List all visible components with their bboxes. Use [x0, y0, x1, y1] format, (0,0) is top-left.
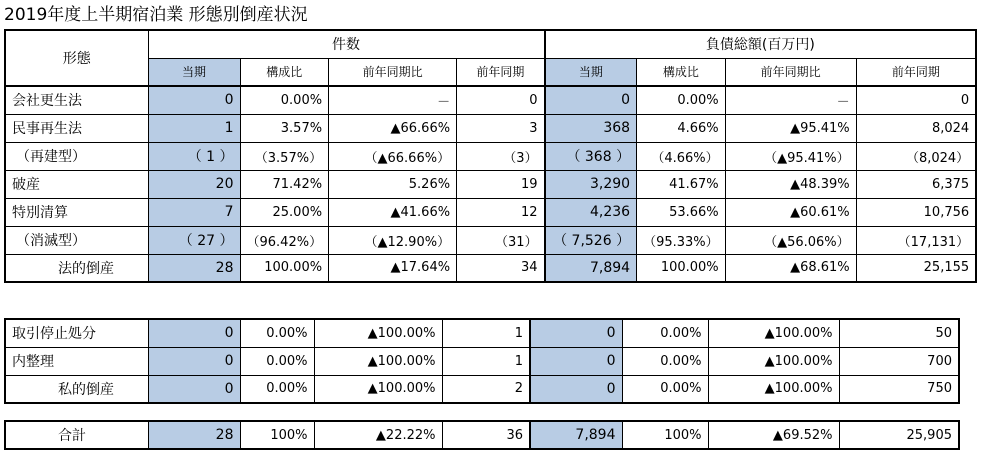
- table-cell: 0: [530, 319, 622, 347]
- table-cell: ▲60.61%: [725, 198, 856, 226]
- table-cell: 0.00%: [240, 347, 314, 375]
- table-cell: 0.00%: [622, 347, 708, 375]
- table-cell: （ 7,526 ）: [545, 226, 637, 254]
- row-label: （消滅型）: [5, 226, 148, 254]
- table-row: [5, 347, 959, 375]
- table-cell: （95.33%）: [637, 226, 726, 254]
- table-row: [5, 319, 959, 347]
- table-cell: （17,131）: [856, 226, 976, 254]
- table-cell: （ 27 ）: [148, 226, 240, 254]
- table-cell: （▲66.66%）: [329, 142, 457, 170]
- table-cell: （4.66%）: [637, 142, 726, 170]
- table-cell: 3: [457, 114, 545, 142]
- table-cell: ▲22.22%: [314, 421, 442, 449]
- private-bankruptcy-table: [4, 318, 960, 404]
- table-row: [5, 170, 976, 198]
- liabilities-group-header: 負債総額(百万円): [545, 30, 977, 58]
- table-cell: 0.00%: [240, 86, 329, 114]
- table-cell: 0.00%: [622, 319, 708, 347]
- table-cell: 34: [457, 254, 545, 282]
- table-cell: ▲100.00%: [314, 347, 442, 375]
- row-label: 民事再生法: [5, 114, 148, 142]
- table-cell: 7: [148, 198, 240, 226]
- row-label: 内整理: [5, 347, 148, 375]
- table-cell: 19: [457, 170, 545, 198]
- table-cell: （31）: [457, 226, 545, 254]
- table-cell: 71.42%: [240, 170, 329, 198]
- table-cell: 0: [530, 375, 622, 403]
- row-label: 私的倒産: [5, 375, 148, 403]
- table-cell: （▲12.90%）: [329, 226, 457, 254]
- table-cell: 0: [148, 319, 240, 347]
- column-header: 前年同期比: [725, 58, 856, 86]
- table-cell: 25,155: [856, 254, 976, 282]
- table-cell: 7,894: [530, 421, 622, 449]
- table-cell: ▲68.61%: [725, 254, 856, 282]
- table-cell: 5.26%: [329, 170, 457, 198]
- table-cell: 0.00%: [637, 86, 726, 114]
- table-cell: 0.00%: [240, 375, 314, 403]
- table-cell: ▲95.41%: [725, 114, 856, 142]
- count-group-header: 件数: [148, 30, 545, 58]
- table-cell: （96.42%）: [240, 226, 329, 254]
- column-header: 前年同期比: [329, 58, 457, 86]
- table-cell: ▲100.00%: [708, 347, 839, 375]
- table-cell: 1: [148, 114, 240, 142]
- bankruptcy-table: [4, 29, 977, 283]
- table-cell: 0.00%: [240, 319, 314, 347]
- table-cell: 25,905: [839, 421, 959, 449]
- table-cell: （▲56.06%）: [725, 226, 856, 254]
- row-label: （再建型）: [5, 142, 148, 170]
- private-rows: [5, 319, 959, 403]
- table-cell: （ 1 ）: [148, 142, 240, 170]
- table-cell: ▲69.52%: [708, 421, 839, 449]
- legal-rows: [5, 86, 976, 282]
- column-header: 前年同期: [856, 58, 976, 86]
- table-cell: 100%: [622, 421, 708, 449]
- table-cell: ▲17.64%: [329, 254, 457, 282]
- table-cell: 20: [148, 170, 240, 198]
- table-cell: 2: [442, 375, 530, 403]
- table-cell: 28: [148, 421, 240, 449]
- table-row: [5, 86, 976, 114]
- table-cell: 25.00%: [240, 198, 329, 226]
- table-cell: 0.00%: [622, 375, 708, 403]
- table-cell: ▲41.66%: [329, 198, 457, 226]
- table-cell: 3,290: [545, 170, 637, 198]
- row-label: 破産: [5, 170, 148, 198]
- table-cell: 53.66%: [637, 198, 726, 226]
- table-cell: 41.67%: [637, 170, 726, 198]
- table-row: [5, 198, 976, 226]
- row-label: 会社更生法: [5, 86, 148, 114]
- table-cell: 0: [148, 375, 240, 403]
- table-row: [5, 375, 959, 403]
- table-row: [5, 226, 976, 254]
- column-header: 構成比: [637, 58, 726, 86]
- row-label: 合計: [5, 421, 148, 449]
- table-cell: 7,894: [545, 254, 637, 282]
- table-cell: ▲48.39%: [725, 170, 856, 198]
- table-cell: 0: [530, 347, 622, 375]
- table-cell: 100%: [240, 421, 314, 449]
- table-cell: 8,024: [856, 114, 976, 142]
- row-label: 特別清算: [5, 198, 148, 226]
- table-row: [5, 142, 976, 170]
- table-cell: 0: [457, 86, 545, 114]
- table-cell: ▲66.66%: [329, 114, 457, 142]
- table-cell: 100.00%: [637, 254, 726, 282]
- table-cell: ▲100.00%: [708, 319, 839, 347]
- column-header-row: [5, 58, 976, 86]
- table-cell: 700: [839, 347, 959, 375]
- page-title: 2019年度上半期宿泊業 形態別倒産状況: [4, 5, 308, 25]
- total-rows: [5, 421, 959, 449]
- table-cell: 0: [856, 86, 976, 114]
- table-cell: ▲100.00%: [314, 319, 442, 347]
- table-cell: ▲100.00%: [708, 375, 839, 403]
- table-cell: 4,236: [545, 198, 637, 226]
- table-row: [5, 254, 976, 282]
- table-cell: －: [725, 86, 856, 114]
- table-cell: 368: [545, 114, 637, 142]
- table-row: [5, 421, 959, 449]
- table-cell: 1: [442, 319, 530, 347]
- table-cell: 28: [148, 254, 240, 282]
- column-header: 当期: [148, 58, 240, 86]
- table-cell: ▲100.00%: [314, 375, 442, 403]
- row-label: 取引停止処分: [5, 319, 148, 347]
- table-cell: 50: [839, 319, 959, 347]
- row-label: 法的倒産: [5, 254, 148, 282]
- table-cell: 0: [148, 86, 240, 114]
- table-cell: 0: [148, 347, 240, 375]
- table-cell: 0: [545, 86, 637, 114]
- table-cell: 750: [839, 375, 959, 403]
- table-cell: 4.66%: [637, 114, 726, 142]
- column-header: 前年同期: [457, 58, 545, 86]
- table-cell: （▲95.41%）: [725, 142, 856, 170]
- total-table: [4, 420, 960, 450]
- table-cell: （3）: [457, 142, 545, 170]
- table-cell: 12: [457, 198, 545, 226]
- table-cell: （3.57%）: [240, 142, 329, 170]
- table-cell: （ 368 ）: [545, 142, 637, 170]
- table-cell: 36: [442, 421, 530, 449]
- table-cell: 100.00%: [240, 254, 329, 282]
- form-header: 形態: [5, 30, 148, 86]
- column-header: 構成比: [240, 58, 329, 86]
- table-cell: 1: [442, 347, 530, 375]
- table-cell: －: [329, 86, 457, 114]
- table-row: [5, 114, 976, 142]
- table-cell: （8,024）: [856, 142, 976, 170]
- table-cell: 6,375: [856, 170, 976, 198]
- table-cell: 3.57%: [240, 114, 329, 142]
- column-header: 当期: [545, 58, 637, 86]
- table-cell: 10,756: [856, 198, 976, 226]
